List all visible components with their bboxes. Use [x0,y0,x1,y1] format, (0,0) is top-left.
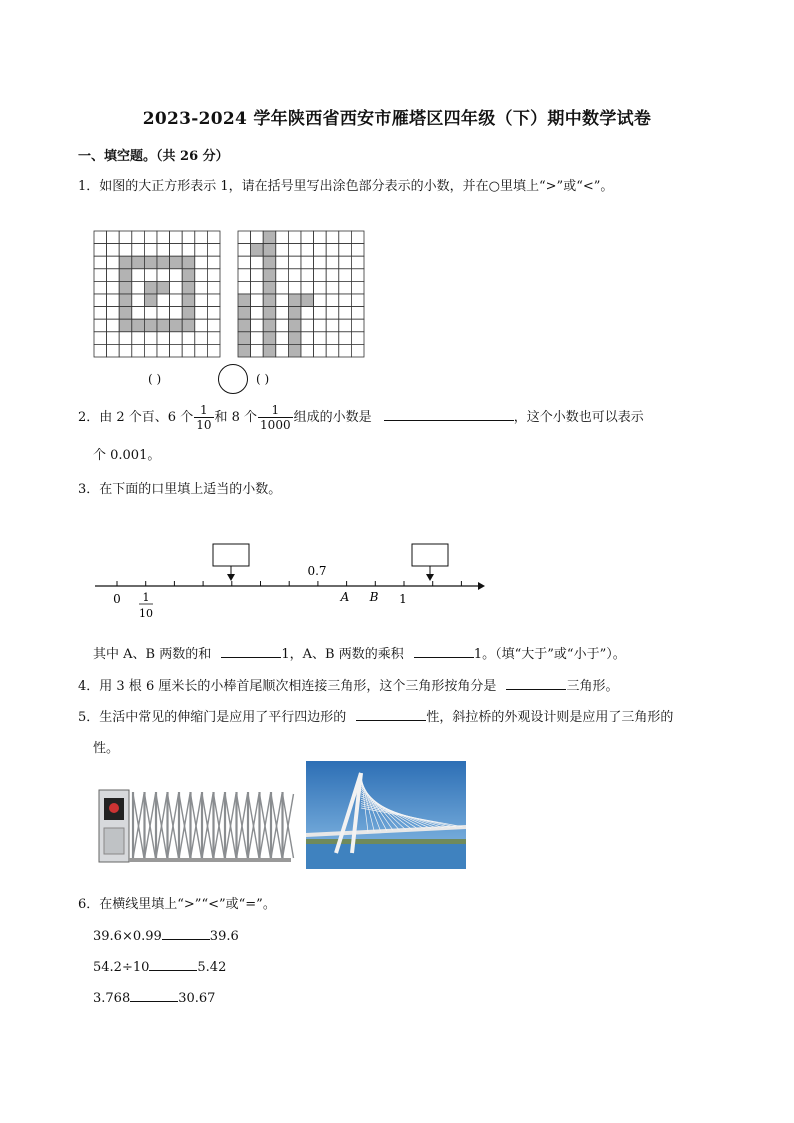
grid-cell [144,294,157,307]
exam-title: 2023-2024 学年陕西省西安市雁塔区四年级（下）期中数学试卷 [142,109,652,129]
q3-sub-part3: 1。（填“大于”或“小于”）。 [473,647,626,662]
q3-sub-part2: 1，A、B 两数的乘积 [281,647,404,662]
grid-cell [207,269,220,282]
grid-cell [288,244,301,257]
grid-cell [326,294,339,307]
grid-cell [170,307,183,320]
grid-cell [326,281,339,294]
grid-cell [301,344,314,357]
grid-cell [119,269,132,282]
grid-cell [157,244,170,257]
grid-cell [144,344,157,357]
grid-cell [170,269,183,282]
grid-cell [339,307,352,320]
grid-cell [195,294,208,307]
grid-cell [314,269,327,282]
grid-cell [263,319,276,332]
grid-cell [94,294,107,307]
grid-cell [276,269,289,282]
compare-right: 39.6 [209,929,239,944]
grid-cell [94,281,107,294]
grid-cell [326,256,339,269]
grid-cell [301,294,314,307]
grid-cell [351,294,364,307]
grid-cell [238,344,251,357]
compare-right: 30.67 [178,991,216,1006]
label-point-b: B [369,590,379,604]
grid-cell [276,231,289,244]
compare-row-3 [93,987,215,1006]
grid-cell [207,332,220,345]
grid-cell [144,332,157,345]
grid-cell [144,244,157,257]
grid-cell [94,244,107,257]
grid-cell [251,244,264,257]
grid-cell [157,256,170,269]
grid-cell [182,319,195,332]
question-3: 3．在下面的口里填上适当的小数。 [78,482,282,497]
grid-cell [195,231,208,244]
q5-line2: 性。 [93,741,120,756]
grid-cell [351,269,364,282]
grid-cell [263,332,276,345]
grid-cell [314,231,327,244]
grid-cell [195,256,208,269]
compare-row-2 [93,956,226,975]
grid-cell [288,307,301,320]
compare-blank[interactable] [149,956,197,971]
grid-cell [182,332,195,345]
grid-cell [144,307,157,320]
question-4 [78,675,619,694]
grid-cell [339,244,352,257]
q3-product-blank[interactable] [414,643,474,658]
grid-cell [132,269,145,282]
compare-right: 5.42 [197,960,227,975]
answer-paren-right[interactable]: ( ) [256,372,270,386]
grid-cell [326,231,339,244]
grid-cell [301,231,314,244]
grid-cell [195,244,208,257]
compare-circle[interactable] [218,364,248,394]
grid-cell [182,307,195,320]
grid-cell [251,231,264,244]
grid-cell [238,319,251,332]
grid-cell [107,281,120,294]
grid-cell [351,256,364,269]
grid-cell [207,319,220,332]
grid-cell [263,244,276,257]
grid-cell [107,332,120,345]
grid-cell [119,344,132,357]
question-5 [78,706,673,725]
compare-left: 3.768 [93,991,131,1006]
grid-cell [132,332,145,345]
grid-cell [339,231,352,244]
q4-part1: 4．用 3 根 6 厘米长的小棒首尾顺次相连接三角形，这个三角形按角分是 [78,679,497,694]
grid-cell [107,344,120,357]
grid-cell [132,294,145,307]
q2-part1: 2．由 2 个百、6 个 [78,410,194,425]
grid-cell [276,332,289,345]
grid-cell [238,244,251,257]
grid-cell [170,231,183,244]
answer-box-right[interactable] [412,544,448,566]
grid-cell [314,307,327,320]
grid-left [93,230,223,362]
grid-cell [182,231,195,244]
grid-cell [263,269,276,282]
grid-cell [207,294,220,307]
grid-cell [170,344,183,357]
grid-cell [238,269,251,282]
grid-cell [351,344,364,357]
q2-part4: ，这个小数也可以表示 [513,410,644,425]
grid-cell [119,307,132,320]
grid-cell [288,256,301,269]
grid-cell [157,332,170,345]
grid-cell [170,244,183,257]
frac-den: 10 [196,418,212,432]
grid-cell [339,344,352,357]
compare-blank[interactable] [130,987,178,1002]
q3-sub [93,643,626,662]
grid-cell [144,256,157,269]
grid-cell [339,294,352,307]
grid-cell [238,231,251,244]
grid-cell [314,281,327,294]
compare-row-1 [93,925,239,944]
answer-box-left[interactable] [213,544,249,566]
grid-cell [288,231,301,244]
grid-cell [207,231,220,244]
q5-part2: 性，斜拉桥的外观设计则是应用了三角形的 [426,710,674,725]
grid-cell [351,332,364,345]
grid-cell [94,256,107,269]
grid-cell [195,269,208,282]
q5-part1: 5．生活中常见的伸缩门是应用了平行四边形的 [78,710,347,725]
grid-cell [326,269,339,282]
grid-cell [263,344,276,357]
retractable-gate-image [95,784,295,873]
grid-cell [276,344,289,357]
question-6: 6．在横线里填上“>”“<”或“=”。 [78,897,276,912]
grid-cell [182,269,195,282]
grid-cell [276,281,289,294]
grid-cell [144,269,157,282]
grid-cell [119,256,132,269]
grid-cell [263,294,276,307]
grid-cell [132,319,145,332]
label-point-a: A [340,590,350,604]
grid-cell [207,256,220,269]
grid-cell [251,319,264,332]
grid-cell [288,269,301,282]
grid-cell [94,307,107,320]
grid-cell [119,332,132,345]
grid-cell [301,332,314,345]
grid-cell [288,319,301,332]
grid-cell [157,281,170,294]
grid-cell [314,344,327,357]
fraction-thousandth [258,403,293,432]
grid-cell [195,344,208,357]
grid-cell [107,256,120,269]
grid-cell [195,281,208,294]
grid-cell [339,256,352,269]
grid-cell [326,344,339,357]
grid-cell [195,307,208,320]
q3-sum-blank[interactable] [221,643,281,658]
label-tenth-den: 10 [139,607,153,620]
grid-cell [263,256,276,269]
grid-cell [288,294,301,307]
grid-cell [351,281,364,294]
grid-cell [339,332,352,345]
grid-cell [314,256,327,269]
q2-line2: 个 0.001。 [93,448,161,463]
grid-cell [182,344,195,357]
grid-cell [182,256,195,269]
grid-cell [288,344,301,357]
grid-cell [301,269,314,282]
q2-part2: 和 8 个 [214,410,258,425]
grid-cell [276,256,289,269]
grid-cell [301,281,314,294]
grid-cell [107,244,120,257]
answer-paren-left[interactable]: ( ) [148,372,162,386]
grid-cell [314,319,327,332]
grid-cell [132,256,145,269]
q4-answer-blank[interactable] [506,675,566,690]
cable-bridge-image [306,761,466,873]
grid-cell [182,281,195,294]
grid-cell [288,281,301,294]
grid-cell [144,319,157,332]
grid-cell [170,281,183,294]
grid-cell [144,281,157,294]
grid-cell [170,332,183,345]
grid-cell [251,269,264,282]
q5-answer-blank[interactable] [356,706,426,721]
compare-blank[interactable] [162,925,210,940]
question-1: 1．如图的大正方形表示 1，请在括号里写出涂色部分表示的小数，并在○里填上“>”或“<”。 [78,179,614,194]
grid-cell [314,332,327,345]
grid-cell [170,319,183,332]
grid-cell [132,307,145,320]
section-heading: 一、填空题。（共 26 分） [78,149,229,164]
grid-cell [276,319,289,332]
grid-cell [326,319,339,332]
frac-num: 1 [194,403,213,418]
grid-cell [170,294,183,307]
grid-cell [314,244,327,257]
grid-cell [351,307,364,320]
grid-cell [351,231,364,244]
grid-cell [339,281,352,294]
q2-answer-blank[interactable] [384,406,514,421]
grid-cell [339,269,352,282]
label-0-7: 0.7 [307,564,327,578]
grid-cell [157,269,170,282]
frac-den: 1000 [260,418,291,432]
grid-cell [107,294,120,307]
label-one: 1 [399,592,407,606]
grid-cell [276,294,289,307]
grid-cell [182,244,195,257]
grid-cell [339,319,352,332]
compare-left: 54.2÷10 [93,960,150,975]
grid-cell [132,281,145,294]
grid-cell [107,269,120,282]
grid-cell [207,307,220,320]
grid-cell [94,319,107,332]
q3-sub-part1: 其中 A、B 两数的和 [93,647,212,662]
grid-cell [238,307,251,320]
grid-cell [195,319,208,332]
compare-left: 39.6×0.99 [93,929,162,944]
grid-cell [207,281,220,294]
grid-cell [351,319,364,332]
number-line [93,540,493,634]
grid-cell [263,281,276,294]
grid-cell [94,332,107,345]
fraction-tenth [194,403,213,432]
grid-cell [288,332,301,345]
grid-cell [195,332,208,345]
grid-cell [94,231,107,244]
grid-cell [170,256,183,269]
grid-cell [132,344,145,357]
grid-cell [107,319,120,332]
grid-cell [94,269,107,282]
grid-cell [238,281,251,294]
grid-cell [238,294,251,307]
label-zero: 0 [113,592,121,606]
grid-cell [207,244,220,257]
grid-cell [157,319,170,332]
grid-cell [301,244,314,257]
grid-cell [144,231,157,244]
grid-cell [251,307,264,320]
frac-num: 1 [258,403,293,418]
grid-cell [107,231,120,244]
grid-cell [119,231,132,244]
grid-cell [326,332,339,345]
grid-cell [251,281,264,294]
grid-cell [301,256,314,269]
grid-cell [301,319,314,332]
grid-cell [276,244,289,257]
grid-right [237,230,367,362]
grid-cell [251,332,264,345]
grid-cell [107,307,120,320]
grid-cell [314,294,327,307]
grid-cell [238,332,251,345]
grid-cell [251,294,264,307]
grid-cell [132,231,145,244]
grid-cell [157,294,170,307]
grid-cell [119,281,132,294]
grid-cell [263,231,276,244]
grid-cell [263,307,276,320]
grid-cell [326,307,339,320]
grid-cell [119,294,132,307]
grid-cell [157,231,170,244]
grid-cell [301,307,314,320]
grid-cell [119,244,132,257]
grid-cell [276,307,289,320]
q4-part2: 三角形。 [566,679,619,694]
grid-cell [326,244,339,257]
grid-cell [157,344,170,357]
grid-cell [251,256,264,269]
grid-cell [251,344,264,357]
q2-part3: 组成的小数是 [293,410,372,425]
grid-cell [157,307,170,320]
label-tenth-num: 1 [142,591,150,604]
grid-cell [119,319,132,332]
grid-cell [238,256,251,269]
grid-cell [351,244,364,257]
grid-cell [182,294,195,307]
grid-cell [207,344,220,357]
grid-cell [132,244,145,257]
grid-cell [94,344,107,357]
question-2 [78,403,644,432]
